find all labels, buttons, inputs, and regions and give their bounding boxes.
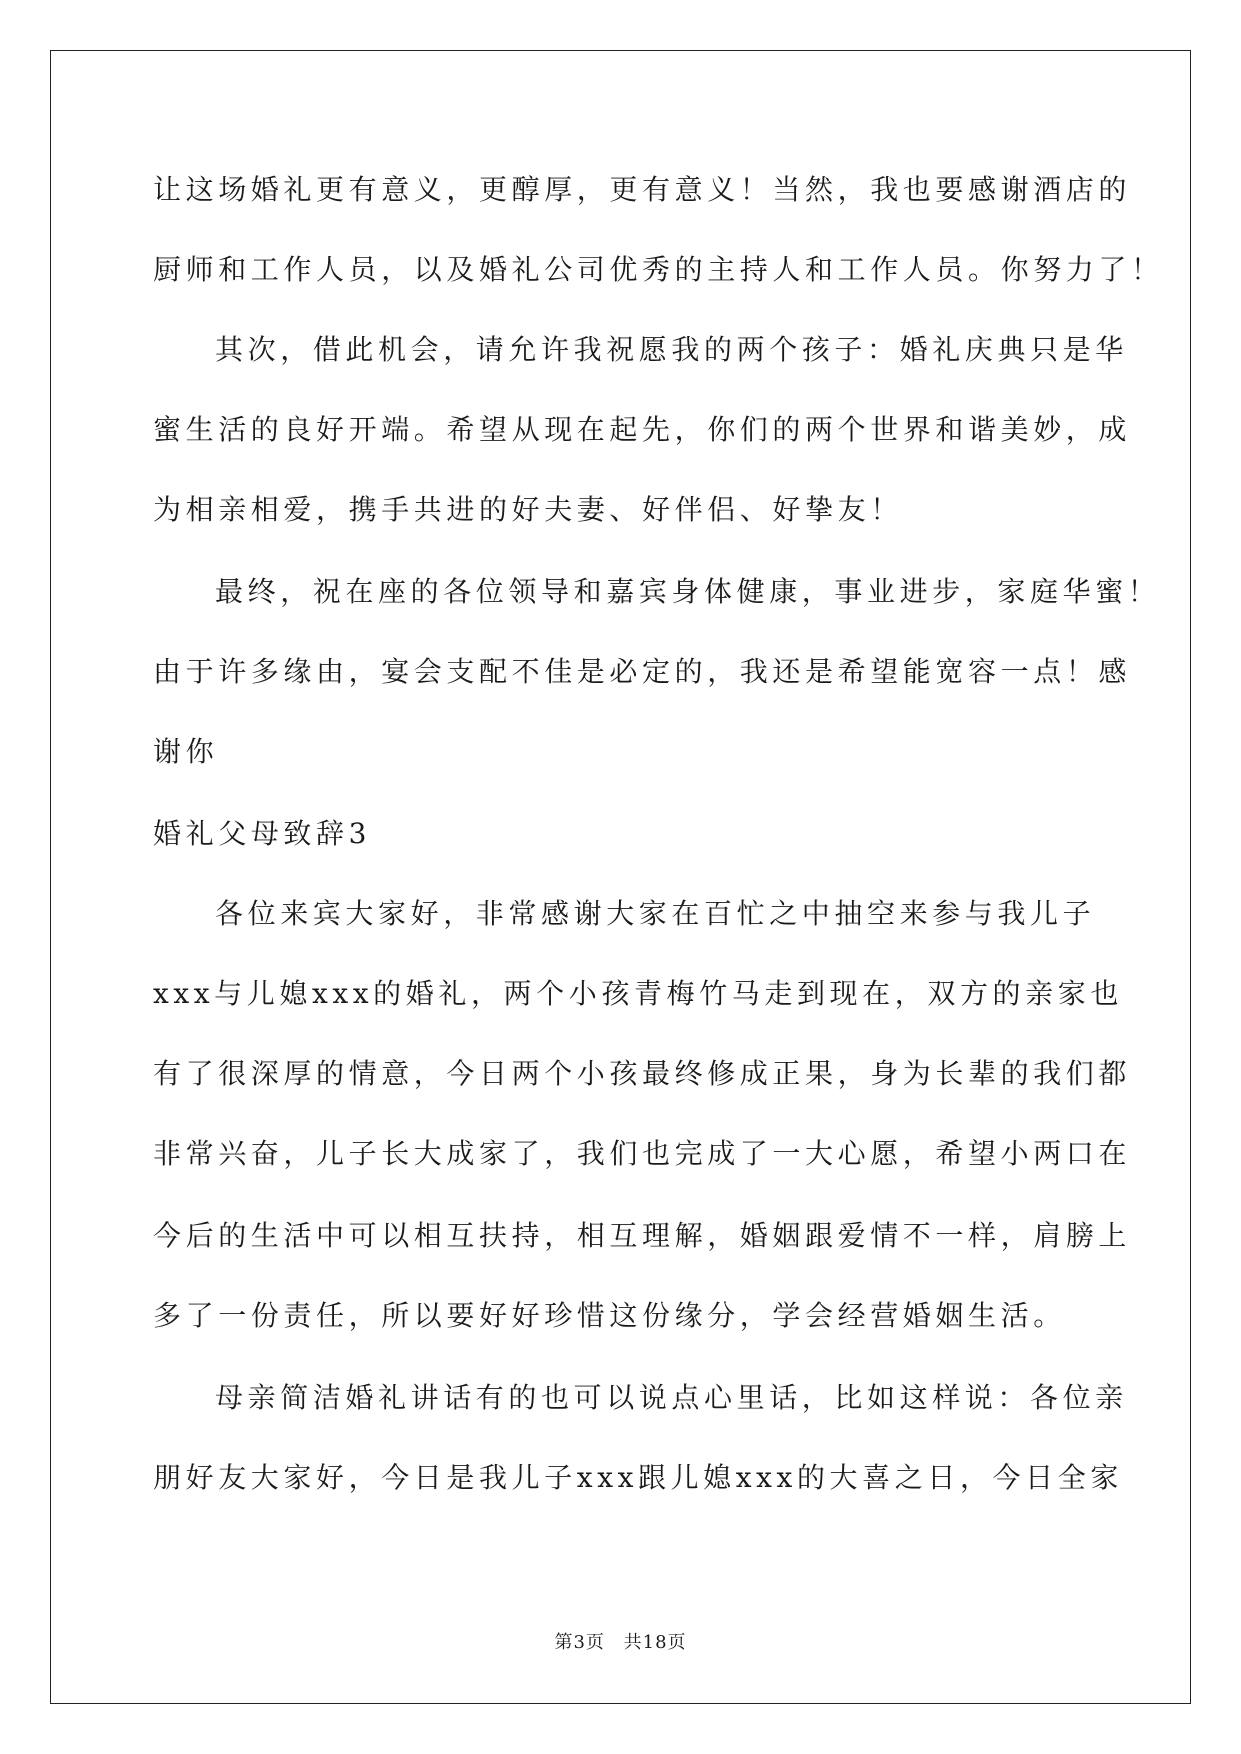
page-total: 共18页 <box>623 1632 687 1653</box>
text-line: 厨师和工作人员，以及婚礼公司优秀的主持人和工作人员。你努力了！ <box>153 253 1164 286</box>
paragraph-start-line: 母亲简洁婚礼讲话有的也可以说点心里话，比如这样说：各位亲 <box>215 1381 1128 1414</box>
page-number: 第3页 <box>554 1632 605 1653</box>
text-line: 为相亲相爱，携手共进的好夫妻、好伴侣、好挚友！ <box>153 493 903 526</box>
text-line: 非常兴奋，儿子长大成家了，我们也完成了一大心愿，希望小两口在 <box>153 1137 1132 1170</box>
text-line: 今后的生活中可以相互扶持，相互理解，婚姻跟爱情不一样，肩膀上 <box>153 1219 1132 1252</box>
text-line: 谢你 <box>153 735 219 768</box>
paragraph-start-line: 各位来宾大家好，非常感谢大家在百忙之中抽空来参与我儿子 <box>215 897 1096 930</box>
paragraph-start-line: 最终，祝在座的各位领导和嘉宾身体健康，事业进步，家庭华蜜！ <box>215 575 1161 608</box>
text-line: 多了一份责任，所以要好好珍惜这份缘分，学会经营婚姻生活。 <box>153 1299 1066 1332</box>
paragraph-start-line: 其次，借此机会，请允许我祝愿我的两个孩子：婚礼庆典只是华 <box>215 333 1128 366</box>
text-line: 由于许多缘由，宴会支配不佳是必定的，我还是希望能宽容一点！感 <box>153 655 1132 688</box>
text-line: 蜜生活的良好开端。希望从现在起先，你们的两个世界和谐美妙，成 <box>153 413 1132 446</box>
text-line: xxx与儿媳xxx的婚礼，两个小孩青梅竹马走到现在，双方的亲家也 <box>153 977 1123 1010</box>
section-heading: 婚礼父母致辞3 <box>153 817 372 850</box>
page-footer <box>0 1628 1241 1654</box>
text-line: 朋好友大家好，今日是我儿子xxx跟儿媳xxx的大喜之日，今日全家 <box>153 1461 1123 1494</box>
text-line: 有了很深厚的情意，今日两个小孩最终修成正果，身为长辈的我们都 <box>153 1057 1132 1090</box>
text-line: 让这场婚礼更有意义，更醇厚，更有意义！当然，我也要感谢酒店的 <box>153 173 1132 206</box>
page-border <box>50 50 1191 1704</box>
